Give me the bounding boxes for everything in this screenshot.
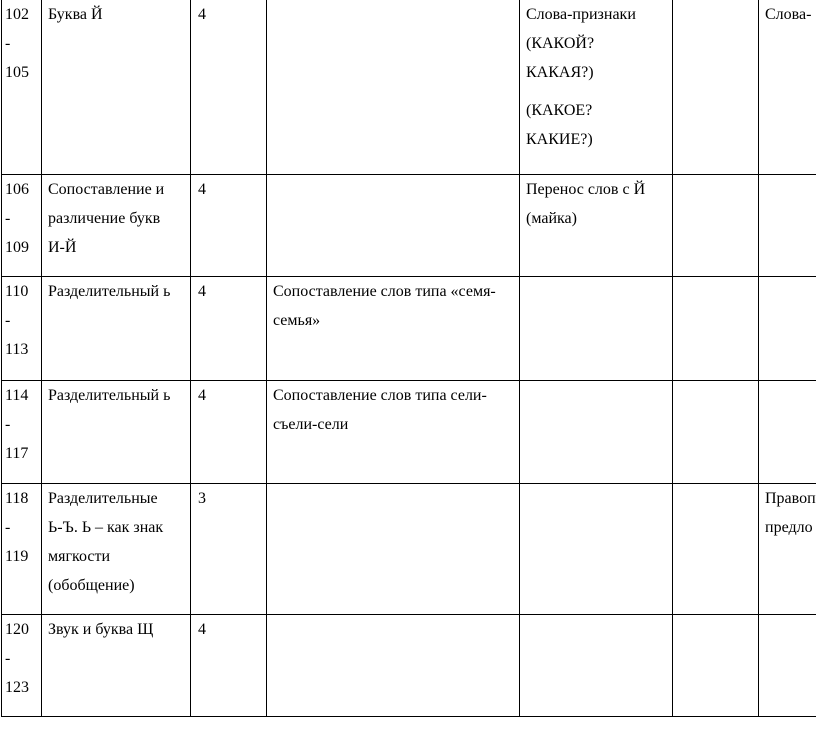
topic-cell bbox=[42, 175, 191, 277]
table-row bbox=[2, 615, 816, 717]
lesson-number-dash: - bbox=[5, 416, 11, 433]
lesson-number-start: 118 bbox=[5, 490, 29, 507]
lesson-number-cell bbox=[2, 615, 42, 717]
truncated-cell bbox=[759, 484, 816, 615]
truncated-text: Слова- bbox=[765, 6, 812, 23]
lesson-number-end: 117 bbox=[5, 445, 29, 462]
vocabulary-cell bbox=[520, 277, 673, 381]
lesson-number-dash: - bbox=[5, 210, 11, 227]
truncated-cell bbox=[759, 277, 816, 381]
truncated-cell bbox=[759, 615, 816, 717]
hours-cell bbox=[191, 484, 267, 615]
vocabulary-text: (КАКОЕ? bbox=[526, 102, 593, 119]
table-row bbox=[2, 277, 816, 381]
empty-cell bbox=[673, 484, 759, 615]
lesson-number-dash: - bbox=[5, 35, 11, 52]
grammar-cell bbox=[267, 381, 520, 484]
topic-text: Буква Й bbox=[48, 6, 103, 23]
truncated-cell bbox=[759, 381, 816, 484]
lesson-number-cell bbox=[2, 381, 42, 484]
topic-text: Разделительный ь bbox=[48, 387, 171, 404]
lesson-number-dash: - bbox=[5, 650, 11, 667]
topic-cell bbox=[42, 381, 191, 484]
hours-value: 4 bbox=[198, 621, 206, 638]
vocabulary-cell bbox=[520, 381, 673, 484]
truncated-text: предло bbox=[765, 519, 813, 536]
topic-cell bbox=[42, 0, 191, 175]
vocabulary-text: (КАКОЙ? bbox=[526, 35, 595, 52]
hours-cell bbox=[191, 175, 267, 277]
grammar-text: Сопоставление слов типа «семя- bbox=[273, 283, 496, 300]
table-row bbox=[2, 0, 816, 175]
truncated-text: Правоп bbox=[765, 490, 816, 507]
lesson-number-cell bbox=[2, 0, 42, 175]
hours-cell bbox=[191, 615, 267, 717]
vocabulary-text: Перенос слов с Й bbox=[526, 181, 646, 198]
grammar-cell bbox=[267, 277, 520, 381]
lesson-number-cell bbox=[2, 484, 42, 615]
lesson-plan-table bbox=[1, 0, 816, 717]
lesson-number-end: 113 bbox=[5, 341, 29, 358]
topic-text: Ь-Ъ. Ь – как знак bbox=[48, 519, 164, 536]
grammar-text: Сопоставление слов типа сели- bbox=[273, 387, 487, 404]
hours-value: 4 bbox=[198, 181, 206, 198]
hours-cell bbox=[191, 0, 267, 175]
topic-text: Разделительные bbox=[48, 490, 158, 507]
lesson-number-end: 105 bbox=[5, 64, 29, 81]
vocabulary-text: КАКАЯ?) bbox=[526, 64, 594, 81]
vocabulary-cell bbox=[520, 175, 673, 277]
truncated-cell bbox=[759, 175, 816, 277]
vocabulary-cell bbox=[520, 0, 673, 175]
grammar-text: съели-сели bbox=[273, 416, 349, 433]
topic-cell bbox=[42, 484, 191, 615]
lesson-number-dash: - bbox=[5, 312, 11, 329]
topic-text: Звук и буква Щ bbox=[48, 621, 154, 638]
vocabulary-cell bbox=[520, 484, 673, 615]
hours-cell bbox=[191, 277, 267, 381]
grammar-text: семья» bbox=[273, 312, 321, 329]
grammar-cell bbox=[267, 175, 520, 277]
hours-value: 4 bbox=[198, 283, 206, 300]
topic-text: Сопоставление и bbox=[48, 181, 165, 198]
truncated-cell bbox=[759, 0, 816, 175]
topic-cell bbox=[42, 615, 191, 717]
topic-text: (обобщение) bbox=[48, 577, 135, 594]
table-row bbox=[2, 381, 816, 484]
empty-cell bbox=[673, 615, 759, 717]
grammar-cell bbox=[267, 0, 520, 175]
lesson-number-end: 109 bbox=[5, 239, 29, 256]
empty-cell bbox=[673, 175, 759, 277]
lesson-number-start: 120 bbox=[5, 621, 29, 638]
hours-value: 3 bbox=[198, 490, 206, 507]
empty-cell bbox=[673, 0, 759, 175]
lesson-number-start: 110 bbox=[5, 283, 29, 300]
lesson-number-dash: - bbox=[5, 519, 11, 536]
vocabulary-text: КАКИЕ?) bbox=[526, 131, 593, 148]
lesson-number-cell bbox=[2, 277, 42, 381]
hours-cell bbox=[191, 381, 267, 484]
lesson-number-start: 114 bbox=[5, 387, 29, 404]
topic-cell bbox=[42, 277, 191, 381]
topic-text: различение букв bbox=[48, 210, 161, 227]
table-row bbox=[2, 175, 816, 277]
topic-text: мягкости bbox=[48, 548, 111, 565]
vocabulary-text: Слова-признаки bbox=[526, 6, 636, 23]
hours-value: 4 bbox=[198, 6, 206, 23]
lesson-number-end: 119 bbox=[5, 548, 29, 565]
lesson-number-cell bbox=[2, 175, 42, 277]
topic-text: Разделительный ь bbox=[48, 283, 171, 300]
grammar-cell bbox=[267, 484, 520, 615]
lesson-number-start: 102 bbox=[5, 6, 29, 23]
vocabulary-text: (майка) bbox=[526, 210, 577, 227]
empty-cell bbox=[673, 277, 759, 381]
vocabulary-cell bbox=[520, 615, 673, 717]
lesson-number-end: 123 bbox=[5, 679, 29, 696]
topic-text: И-Й bbox=[48, 239, 77, 256]
grammar-cell bbox=[267, 615, 520, 717]
hours-value: 4 bbox=[198, 387, 206, 404]
empty-cell bbox=[673, 381, 759, 484]
lesson-number-start: 106 bbox=[5, 181, 29, 198]
table-row bbox=[2, 484, 816, 615]
